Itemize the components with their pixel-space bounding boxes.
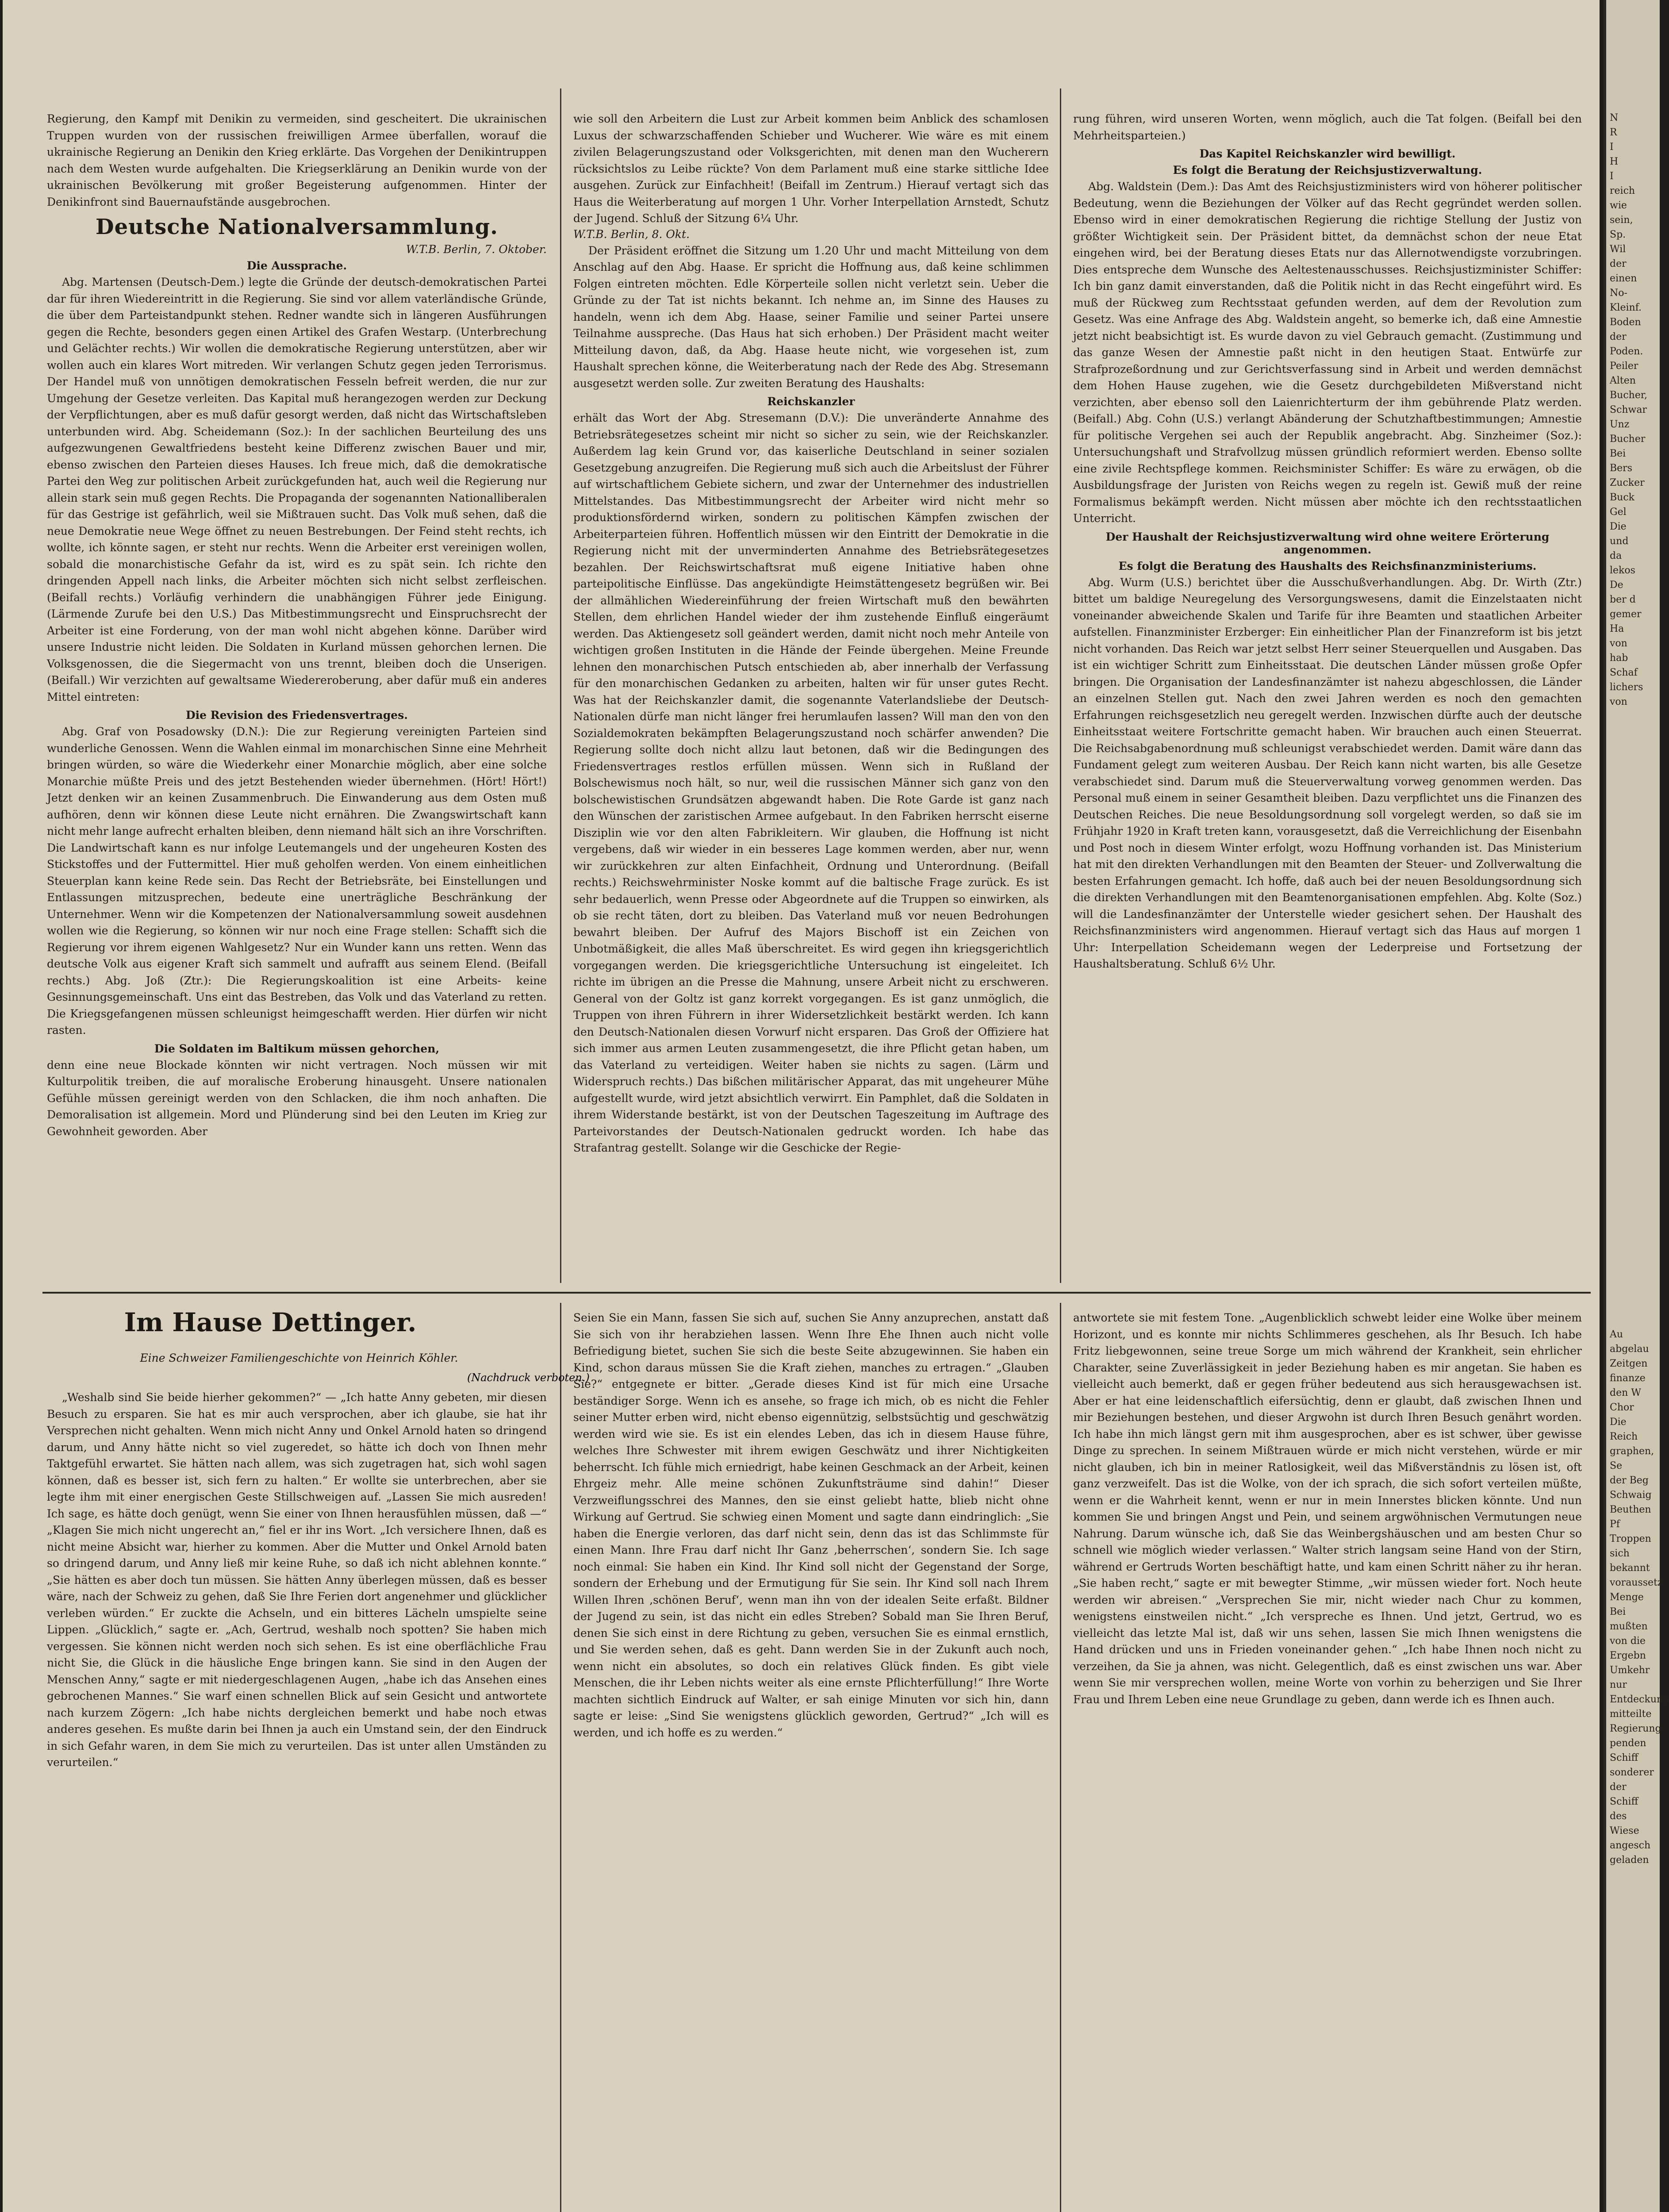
article-body: Abg. Waldstein (Dem.): Das Amt des Reichsjustizministers wird von höherer politischer Bedeutung, wenn die Beziehungen der Völker auf das Recht gegründet werden sollen. Ebenso wird in einer demokratischen Regierung die richtige Stellung der Justiz von größter Wichtigkeit sein. Der Präsident bittet, da demnächst schon der neue Etat eingehen wird, bei der Beratung dieses Etats nur das Allernotwendigste vorzubringen. Dies entspreche dem Wunsche des Aeltestenausschusses. Reichsjustizminister Schiffer: Ich bin ganz damit einverstanden, daß die Politik nicht in das Recht eingeführt wird. Es muß der Rückweg zum Rechtsstaat gefunden werden, auf dem der Revolution zum Gesetz. Was eine Anfrage des Abg. Waldstein angeht, so bemerke ich, daß eine Amnestie jetzt nicht beabsichtigt ist. Es wurde davon zu viel Gebrauch gemacht. (Zustimmung und das ganze Wesen der Amnestie paßt nicht in den heutigen Staat. Entwürfe zur Strafprozeßordnung und zur Gerichtsverfassung sind in Arbeit und werden demnächst dem Hohen Hause zugehen, wie die Gesetz durchgebildeten Mißverstand nicht verzichten, aber ebenso soll den Laienrichterturm der ihm gebührende Platz werden. (Beifall.) Abg. Cohn (U.S.) verlangt Abänderung der Schutzhaftbestimmungen; Amnestie für politische Vergehen sei auch der Republik angebracht. Abg. Sinzheimer (Soz.): Untersuchungshaft und Strafvollzug müssen gründlich reformiert werden. Ebenso sollte eine zivile Rechtspflege kommen. Reichsminister Schiffer: Es wäre zu erwägen, ob die Ausbildungsfrage der Juristen von Reichs wegen zu regeln ist. Gewiß muß der reine Formalismus bekämpft werden. Nicht müssen aber möchte ich den rechtsstaatlichen Unterricht. bbox=[1073, 180, 1582, 525]
adjacent-page-edge bbox=[1604, 0, 1669, 2212]
column-3 bbox=[1073, 111, 1582, 1287]
column-divider bbox=[1060, 88, 1061, 1283]
dateline: W.T.B. Berlin, 7. Oktober. bbox=[406, 243, 547, 256]
subheading: Das Kapitel Reichskanzler wird bewilligt. bbox=[1199, 147, 1456, 160]
newspaper-page bbox=[3, 0, 1600, 2212]
story-text: antwortete sie mit festem Tone. „Augenblicklich schwebt leider eine Wolke über meinem Horizont, und es konnte mir nichts Schlimmeres geschehen, als Ihr Besuch. Ich habe Fritz liebgewonnen, seine treue Sorge um mich während der Krankheit, sein ehrlicher Charakter, seine Zuverlässigkeit in jeder Beziehung haben es mir angetan. Sie haben es vielleicht auch bemerkt, daß er gegen früher bedeutend aus sich herausgewachsen ist. Aber er hat eine leidenschaftlich eifersüchtig, denn er glaubt, daß zwischen Ihnen und mir Beziehungen bestehen, und dieser Argwohn ist durch Ihren Besuch genährt worden. Ich habe ihn mich längst gern mit ihm ausgesprochen, aber es ist schwer, über gewisse Dinge zu sprechen. In seinem Mißtrauen würde er mich nicht verstehen, würde er mir nicht glauben, ich bin in meiner Ratlosigkeit, weil das Mißverständnis zu lösen ist, oft ganz verzweifelt. Das ist die Wolke, von der ich sprach, die sich sofort verteilen müßte, wenn er die Wahrheit kennt, wenn er nur in mein Innerstes blicken könnte. Und nun kommen Sie und bringen Angst und Pein, und seinem argwöhnischen Vermutungen neue Nahrung. Darum wünsche ich, daß Sie das Weinbergshäuschen und am besten Chur so schnell wie möglich wieder verlassen.“ Walter strich langsam seine Hand von der Stirn, während er Gertruds Worten beschäftigt hatte, und kam einen Schritt näher zu ihr heran. „Sie haben recht,“ sagte er mit bewegter Stimme, „wir müssen wieder fort. Noch heute werden wir abreisen.“ „Versprechen Sie mir, nicht wieder nach Chur zu kommen, wenigstens einstweilen nicht.“ „Ich verspreche es Ihnen. Und jetzt, Gertrud, wo es vielleicht das letzte Mal ist, daß wir uns sehen, lassen Sie mich Ihnen wenigstens die Hand drücken und uns in Frieden voneinander gehen.“ „Ich habe Ihnen noch nicht zu verzeihen, da Sie ja ahnen, was nicht. Gelegentlich, daß es einst zwischen uns war. Aber wenn Sie mir versprechen wollen, meine Worte von vorhin zu beherzigen und Sie Ihrer Frau und Ihrem Leben eine neue Grundlage zu geben, dann werde ich es Ihnen auch. bbox=[1073, 1311, 1582, 1706]
article-heading: Deutsche Nationalversammlung. bbox=[96, 215, 498, 239]
column-divider bbox=[560, 1303, 561, 2212]
feuilleton-title: Im Hause Dettinger. bbox=[124, 1307, 417, 1337]
reprint-note: (Nachdruck verboten.) bbox=[467, 1371, 590, 1384]
feuilleton-column-2 bbox=[573, 1310, 1049, 2212]
article-body: wie soll den Arbeitern die Lust zur Arbeit kommen beim Anblick des schamlosen Luxus der schwarzschaffenden Schieber und Wucherer. Wie wäre es mit einem zivilen Belagerungszustand oder Volksgerichten, mit denen man den Wucherern rücksichtslos zu Leibe rückte? Von dem Parlament muß eine starke sittliche Idee ausgehen. Zurück zur Einfachheit! (Beifall im Zentrum.) Hierauf vertagt sich das Haus die Weiterberatung auf morgen 1 Uhr. Vorher Interpellation Arnstedt, Schutz der Jugend. Schluß der Sitzung 6¼ Uhr. bbox=[573, 112, 1049, 225]
subheading: Es folgt die Beratung des Haushalts des Reichsfinanzministeriums. bbox=[1118, 559, 1537, 572]
adjacent-page-text: N R I H I reich wie sein, Sp. Wil der einen No- Kleinf. Boden der Poden. Peiler Alten Bucher, Schwar Unz Bucher Bei Bers Zucker Buck Gel Die und da lekos De ber d gemer Ha von hab Schaf lichers von bbox=[1610, 112, 1647, 707]
column-divider bbox=[1060, 1303, 1061, 2212]
article-intro: Regierung, den Kampf mit Denikin zu vermeiden, sind gescheitert. Die ukrainischen Truppen wurden von der russischen freiwilligen Armee überfallen, worauf die ukrainische Regierung an Denikin den Krieg erklärte. Das Vorgehen der Denikintruppen nach dem Westen wurde aufgehalten. Die Kriegserklärung an Denikin wurde von der ukrainischen Bevölkerung mit großer Begeisterung aufgenommen. Hinter der Denikinfront sind Bauernaufstände ausgebrochen. bbox=[47, 112, 547, 208]
column-2 bbox=[573, 111, 1049, 1287]
subheading: Die Soldaten im Baltikum müssen gehorchen, bbox=[154, 1042, 440, 1055]
article-body: rung führen, wird unseren Worten, wenn möglich, auch die Tat folgen. (Beifall bei den Mehrheitsparteien.) bbox=[1073, 112, 1582, 142]
article-body: Abg. Wurm (U.S.) berichtet über die Ausschußverhandlungen. Abg. Dr. Wirth (Ztr.) bittet um baldige Neuregelung des Versorgungswesens, damit die Einzelstaaten nicht voneinander abweichende Skalen und Tarife für ihre Beamten und staatlichen Arbeiter aufstellen. Finanzminister Erzberger: Ein einheitlicher Plan der Finanzreform ist bis jetzt nicht vorhanden. Das Reich war jetzt selbst Herr seiner Steuerquellen und Ausgaben. Das ist ein wichtiger Schritt zum Einheitsstaat. Die deutschen Länder müssen große Opfer bringen. Die Organisation der Landesfinanzämter ist nahezu abgeschlossen, die Länder an einzelnen Stellen gut. Nach den zwei Jahren werden es noch den gemachten Erfahrungen reichsgesetzlich neu geregelt werden. Inzwischen dürfte auch der deutsche Einheitsstaat weitere Fortschritte gemacht haben. Wir brauchen auch einen Steuerrat. Die Reichsabgabenordnung muß schleunigst verabschiedet werden. Damit wäre dann das Fundament gelegt zum weiteren Ausbau. Der Reich kann nicht warten, bis alle Gesetze verabschiedet sind. Darum muß die Steuerverwaltung vorweg genommen werden. Das Personal muß einem in seiner Gesamtheit bleiben. Dazu verpflichtet uns die Finanzen des Deutschen Reiches. Die neue Besoldungsordnung soll vorgelegt werden, so daß sie im Frühjahr 1920 in Kraft treten kann, vorausgesetzt, daß die Verreichlichung der Eisenbahn und Post noch in diesem Winter erfolgt, wozu Hoffnung vorhanden ist. Das Ministerium hat mit den direkten Verhandlungen mit den Beamten der Steuer- und Zollverwaltung die besten Erfahrungen gemacht. Ich hoffe, daß auch bei der neuen Besoldungsordnung sich die direkten Verhandlungen mit den Beamtenorganisationen empfehlen. Abg. Kolte (Soz.) will die Landesfinanzämter der Unterstelle wieder gesichert sehen. Der Haushalt des Reichsfinanzministers wird angenommen. Hierauf vertagt sich das Haus auf morgen 1 Uhr: Interpellation Scheidemann wegen der Lederpreise und Fortsetzung der Haushaltsberatung. Schluß 6½ Uhr. bbox=[1073, 576, 1582, 970]
article-body: erhält das Wort der Abg. Stresemann (D.V.): Die unveränderte Annahme des Betriebsrätegesetzes scheint mir nicht so sicher zu sein, wie der Reichskanzler. Außerdem lag kein Grund vor, das kaiserliche Deutschland in seiner sozialen Gesetzgebung anzugreifen. Die Regierung muß sich auch die Arbeitslust der Führer auf wirtschaftlichem Gebiete sichern, und zwar der Unternehmer des industriellen Mittelstandes. Das Mitbestimmungsrecht der Arbeiter wird nicht mehr so produktionsfördernd wirken, sondern zu politischen Kämpfen zwischen der Arbeiterparteien führen. Hoffentlich müssen wir den Eintritt der Demokratie in die Regierung nicht mit der unverminderten Annahme des Betriebsrätegesetzes bezahlen. Der Reichswirtschaftsrat muß eigene Initiative haben ohne parteipolitische Einflüsse. Das angekündigte Heimstättengesetz begrüßen wir. Bei der allmählichen Wiedereinführung der freien Wirtschaft muß den bewährten Stellen, dem ehrlichen Handel wieder der ihm zustehende Einfluß eingeräumt werden. Das Aktiengesetz soll geändert werden, damit nicht noch mehr Anteile von wichtigen großen Instituten in die Hände der Feinde übergehen. Meine Freunde lehnen den monarchischen Putsch entschieden ab, aber innerhalb der Verfassung für den monarchischen Gedanken zu arbeiten, halten wir für unser gutes Recht. Was hat der Reichskanzler damit, die sogenannte Vaterlandsliebe der Deutsch-Nationalen dürfe man nicht länger frei herumlaufen lassen? Will man den von den Sozialdemokraten bekämpften Belagerungszustand noch schärfer anwenden? Die Regierung sollte doch nicht allzu laut betonen, daß wir die Bedingungen des Friedensvertrages restlos erfüllen müssen. Wenn sich in Rußland der Bolschewismus noch hält, so nur, weil die russischen Männer sich ganz von den bolschewistischen Grundsätzen abgewandt haben. Die Rote Garde ist ganz nach den Wünschen der zaristischen Armee aufgebaut. In den Fabriken herrscht eiserne Disziplin wie vor den alten Fabrikleitern. Wir glauben, die Hoffnung ist nicht vergebens, daß wir wieder in ein besseres Lage kommen werden, aber nur, wenn wir zurückkehren zur alten Einfachheit, Ordnung und Unterordnung. (Beifall rechts.) Reichswehrminister Noske kommt auf die baltische Frage zurück. Es ist sehr bedauerlich, wenn Presse oder Abgeordnete auf die Truppen so einwirken, als ob sie recht täten, dort zu bleiben. Das Vaterland muß vor neuen Bedrohungen bewahrt bleiben. Der Aufruf des Majors Bischoff ist ein Zeichen von Unbotmäßigkeit, die alles Maß überschreitet. Es wird gegen ihn kriegsgerichtlich vorgegangen werden. Die kriegsgerichtliche Untersuchung ist eingeleitet. Ich richte im übrigen an die Presse die Mahnung, unsere Arbeit nicht zu erschweren. General von der Goltz ist ganz korrekt vorgegangen. Es ist ganz unmöglich, die Truppen von ihren Führern in ihrer Widersetzlichkeit bestärkt werden. Ich kann den Deutsch-Nationalen diesen Vorwurf nicht ersparen. Das Groß der Offiziere hat sich immer aus armen Leuten zusammengesetzt, die ihre Pflicht getan haben, um das Vaterland zu verteidigen. Weiter haben sie nichts zu sagen. (Lärm und Widerspruch rechts.) Das bißchen militärischer Apparat, das mit ungeheurer Mühe aufgestellt wurde, wird jetzt absichtlich verwirrt. Ein Pamphlet, daß die Soldaten in ihrem Widerstande bestärkt, ist von der Deutschen Tageszeitung im Auftrage des Parteivorstandes der Deutsch-Nationalen gedruckt worden. Ich habe das Strafantrag gestellt. Solange wir die Geschicke der Regie- bbox=[573, 411, 1049, 1154]
feuilleton-column-3 bbox=[1073, 1310, 1582, 2212]
article-body: denn eine neue Blockade könnten wir nicht vertragen. Noch müssen wir mit Kulturpolitik treiben, die auf moralische Eroberung hinausgeht. Unsere nationalen Gefühle müssen gereinigt werden von den Schlacken, die ihm noch anhaften. Die Demoralisation ist allgemein. Mord und Plünderung sind bei den Leuten im Krieg zur Gewohnheit geworden. Aber bbox=[47, 1058, 547, 1138]
feuilleton-column-1 bbox=[47, 1389, 547, 2212]
article-body: Abg. Graf von Posadowsky (D.N.): Die zur Regierung vereinigten Parteien sind wunderliche Genossen. Wenn die Wahlen einmal im monarchischen Sinne eine Mehrheit bringen würden, so wäre die Wiederkehr einer Monarchie möglich, aber eine solche Monarchie müßte Preis und des jetzt Bestehenden wieder übernehmen. (Hört! Hört!) Jetzt denken wir an keinen Zusammenbruch. Die Einwanderung aus dem Osten muß aufhören, denn wir können diese Leute nicht ernähren. Die Zwangswirtschaft kann nicht mehr lange aufrecht erhalten bleiben, denn niemand hält sich an ihre Vorschriften. Die Landwirtschaft kann es nur infolge Leutemangels und der ungeheuren Kosten des Stickstoffes und der Futtermittel. Hier muß geholfen werden. Von einem einheitlichen Steuerplan kann keine Rede sein. Das Recht der Betriebsräte, bei Einstellungen und Entlassungen mitzusprechen, bedeute eine unerträgliche Beschränkung der Unternehmer. Wenn wir die Kompetenzen der Nationalversammlung soweit ausdehnen wollen wie die Regierung, so können wir nur noch eine Frage stellen: Schafft sich die Regierung vor ihrem eigenen Wahlgesetz? Nur ein Wunder kann uns retten. Wenn das deutsche Volk aus eigener Kraft sich sammelt und aufrafft aus seinem Elend. (Beifall rechts.) Abg. Joß (Ztr.): Die Regierungskoalition ist eine Arbeits- keine Gesinnungsgemeinschaft. Uns eint das Bestreben, das Volk und das Vaterland zu retten. Die Kriegsgefangenen müssen schleunigst heimgeschafft werden. Hier dürfen wir nicht rasten. bbox=[47, 725, 547, 1037]
story-text: „Weshalb sind Sie beide hierher gekommen?“ — „Ich hatte Anny gebeten, mir diesen Besuch zu ersparen. Sie hat es mir auch versprochen, aber ich glaube, sie hat ihr Versprechen nicht gehalten. Wenn mich nicht Anny und Onkel Arnold haten so dringend darum, und Anny hätte nicht so viel zugeredet, so hätte ich doch von Ihnen mehr Taktgefühl erwartet. Sie hätten nach allem, was sich zugetragen hat, sich wohl sagen können, daß es besser ist, sich fern zu halten.“ Er wollte sie unterbrechen, aber sie legte ihm mit einer energischen Geste Stillschweigen auf. „Lassen Sie mich ausreden! Ich sage, es hätte doch genügt, wenn Sie einer von Ihnen herausfühlen müssen, daß —“ „Klagen Sie mich nicht ungerecht an,“ fiel er ihr ins Wort. „Ich versichere Ihnen, daß es nicht meine Absicht war, hierher zu kommen. Aber die Mutter und Onkel Arnold baten so dringend darum, und Anny ließ mir keine Ruhe, so daß ich nicht ablehnen konnte.“ „Sie hätten es aber doch tun müssen. Sie hätten Anny überlegen müssen, daß es besser wäre, nach der Schweiz zu gehen, daß Sie Ihre Ferien dort angenehmer und glücklicher verleben würden.“ Er zuckte die Achseln, und ein bitteres Lächeln umspielte seine Lippen. „Glücklich,“ sagte er. „Ach, Gertrud, weshalb noch spotten? Sie haben mich vergessen. Sie können nicht werden noch sich sehen. Es ist eine oberflächliche Frau nicht Sie, die Glück in die häusliche Enge bringen kann. Sie sind in den Augen der Menschen Anny,“ sagte er mit niedergeschlagenen Augen, „habe ich das Ansehen eines gebrochenen Mannes.“ Sie warf einen schnellen Blick auf sein Gesicht und antwortete nach kurzem Zögern: „Ich habe nichts dergleichen bemerkt und habe noch etwas anderes gesehen. Es mußte darin bei Ihnen ja auch ein Umstand sein, der den Eindruck in sich Gefahr waren, in dem Sie mich zu verurteilen. Das ist unter allen Umständen zu verurteilen.“ bbox=[47, 1391, 547, 1769]
subheading: Der Haushalt der Reichsjustizverwaltung wird ohne weitere Erörterung angenommen. bbox=[1105, 530, 1550, 556]
story-text: Seien Sie ein Mann, fassen Sie sich auf, suchen Sie Anny anzuprechen, anstatt daß Sie sich von ihr herabziehen lassen. Wenn Ihre Ehe Ihnen auch nicht volle Befriedigung bietet, suchen Sie sich die beste Seite abzugewinnen. Sie haben ein Kind, schon daraus müssen Sie die Kraft ziehen, manches zu ertragen.“ „Glauben Sie?“ entgegnete er bitter. „Gerade dieses Kind ist für mich eine Ursache beständiger Sorge. Wenn ich es ansehe, so frage ich mich, ob es nicht die Fehler seiner Mutter erben wird, nicht ebenso eigennützig, selbstsüchtig und geschwätzig werden wird wie sie. Es ist ein elendes Leben, das ich in diesem Hause führe, welches Ihre Schwester mit ihrem ewigen Geschwätz und ihrer Nichtigkeiten beherrscht. Ich fühle mich erniedrigt, habe keinen Geschmack an der Arbeit, keinen Ehrgeiz mehr. Alle meine schönen Zukunftsträume sind dahin!“ Dieser Verzweiflungsschrei des Mannes, den sie einst geliebt hatte, blieb nicht ohne Wirkung auf Gertrud. Sie schwieg einen Moment und sagte dann eindringlich: „Sie haben die Energie verloren, das darf nicht sein, denn das ist das Schlimmste für einen Mann. Ihre Frau darf nicht Ihr Ganz ‚beherrschen‘, sondern Sie. Ich sage noch einmal: Sie haben ein Kind. Ihr Kind soll nicht der Gegenstand der Sorge, sondern der Erhebung und der Ermutigung für Sie sein. Ihr Kind soll nach Ihrem Willen Ihren ‚schönen Beruf‘, wenn man ihn von der idealen Seite erfaßt. Bildner der Jugend zu sein, ist das nicht ein edles Streben? Sobald man Sie Ihren Beruf, denen Sie sich einst in dere Richtung zu geben, versuchen Sie es einmal ernstlich, und Sie werden sehen, daß es geht. Dann werden Sie in der Zukunft auch noch, wenn nicht ein absolutes, so doch ein relatives Glück finden. Es gibt viele Menschen, die ihr Leben nichts weiter als eine ernste Pflichterfüllung!“ Ihre Worte machten sichtlich Eindruck auf Walter, er sah einige Minuten vor sich hin, dann sagte er leise: „Sind Sie wenigstens glücklich geworden, Gertrud?“ „Ich will es werden, und ich hoffe es zu werden.“ bbox=[573, 1311, 1049, 1739]
article-body: Abg. Martensen (Deutsch-Dem.) legte die Gründe der deutsch-demokratischen Partei dar für ihren Wiedereintritt in die Regierung. Sie sind vor allem vaterländische Gründe, die über dem Parteistandpunkt stehen. Redner wandte sich in längeren Ausführungen gegen die Rechte, besonders gegen einen Artikel des Grafen Westarp. (Unterbrechung und Gelächter rechts.) Wir wollen die demokratische Regierung unterstützen, aber wir wollen auch ein klares Wort mitreden. Wir verlangen Schutz gegen jeden Terrorismus. Der Handel muß von unnötigen demokratischen Fesseln befreit werden, die nur zur Umgehung der Gesetze verleiten. Das Kapital muß herangezogen werden zur Deckung der Verpflichtungen, aber es muß dafür gesorgt werden, daß nicht das Wirtschaftsleben unterbunden wird. Abg. Scheidemann (Soz.): In der sachlichen Beurteilung des uns aufgezwungenen Gewaltfriedens besteht keine Differenz zwischen Bauer und mir, ebenso zwischen den Parteien dieses Hauses. Ich freue mich, daß die demokratische Partei den Weg zur politischen Arbeit zurückgefunden hat, auch weil die Regierung nur allein stark sein muß gegen Rechts. Die Propaganda der sogenannten Nationalliberalen für das Gestrige ist gefährlich, weil sie Mißtrauen sucht. Das Volk muß sehen, daß die neue Demokratie neue Wege öffnet zu neuen Bestrebungen. Der Feind steht rechts, ich wollte, ich könnte sagen, er steht nur rechts. Wenn die Arbeiter erst vereinigen wollen, sobald die monarchistische Gefahr da ist, wird es zu spät sein. Ich richte den dringenden Appell nach links, die Arbeiter möchten sich nicht selbst zerfleischen. (Beifall rechts.) Vorläufig verhindern die unabhängigen Führer jede Einigung. (Lärmende Zurufe bei den U.S.) Das Mitbestimmungsrecht und Einspruchsrecht der Arbeiter ist eine Forderung, von der man wohl nicht abgehen könne. Darüber wird unsere Industrie nicht leiden. Die Soldaten in Kurland müssen gehorchen lernen. Die Volksgenossen, die die Siegermacht von uns trennt, bleiben doch die Unserigen. (Beifall.) Wir verzichten auf gewaltsame Wiedereroberung, aber dafür muß ein anderes Mittel eintreten: bbox=[47, 276, 547, 703]
dateline: W.T.B. Berlin, 8. Okt. bbox=[573, 227, 690, 241]
column-divider bbox=[560, 88, 561, 1283]
subheading: Reichskanzler bbox=[767, 395, 855, 408]
feuilleton-separator bbox=[42, 1292, 1591, 1294]
subheading: Es folgt die Beratung der Reichsjustizverwaltung. bbox=[1173, 164, 1482, 177]
subheading: Die Revision des Friedensvertrages. bbox=[186, 709, 408, 722]
article-body: Der Präsident eröffnet die Sitzung um 1.20 Uhr und macht Mitteilung von dem Anschlag auf den Abg. Haase. Er spricht die Hoffnung aus, daß keine schlimmen Folgen eintreten möchten. Edle Körperteile sollen nicht verletzt sein. Ueber die Gründe zu der Tat ist nichts bekannt. Ich nehme an, im Sinne des Hauses zu handeln, wenn ich dem Abg. Haase, seiner Familie und seiner Partei unsere Teilnahme ausspreche. (Das Haus hat sich erhoben.) Der Präsident macht weiter Mitteilung davon, daß, da Abg. Haase heute nicht, wie vorgesehen ist, zum Haushalt sprechen könne, die Weiterberatung nach der Rede des Abg. Stresemann ausgesetzt werden solle. Zur zweiten Beratung des Haushalts: bbox=[573, 244, 1049, 390]
column-1 bbox=[47, 111, 547, 1287]
byline: Eine Schweizer Familiengeschichte von Heinrich Köhler. bbox=[140, 1352, 458, 1364]
adjacent-page-text: Au abgelau Zeitgen finanze den W Chor Die Reich graphen, Se der Beg Schwaig Beuthen Pf Troppen sich bekannt voraussetz Menge Bei mußten von die Ergebn Umkehr nur Entdeckung mitteilte Regierung penden Schiff sonderer der Schiff des Wiese angesch geladen bbox=[1610, 1329, 1669, 1866]
subheading: Die Aussprache. bbox=[246, 259, 347, 272]
